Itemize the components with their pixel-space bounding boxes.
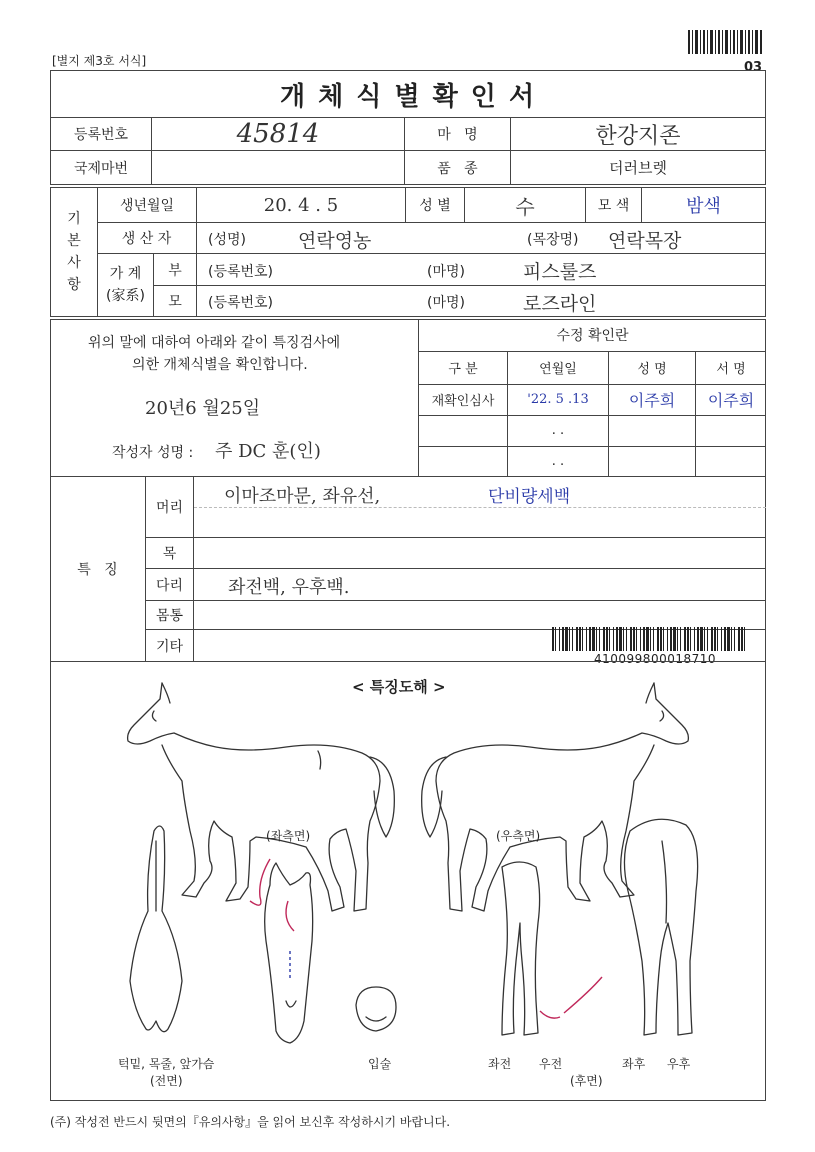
horse-rear-icon bbox=[624, 819, 697, 1035]
revision-type: 재확인심사 bbox=[419, 384, 508, 415]
breed-value: 더러브렛 bbox=[510, 150, 766, 185]
writer-label: 작성자 성명 : bbox=[112, 445, 194, 461]
rear-view-label: (후면) bbox=[570, 1074, 603, 1088]
breeder-name-hint: (성명) bbox=[208, 232, 246, 248]
basic-section-label: 기 본 사 항 bbox=[50, 187, 98, 317]
ranch-value: 연락목장 bbox=[608, 230, 682, 252]
leg-label-right-front: 우전 bbox=[539, 1057, 563, 1071]
reg-no-value: 45814 bbox=[151, 117, 405, 151]
lips-label: 입술 bbox=[368, 1057, 392, 1071]
feature-row bbox=[146, 601, 766, 630]
reg-no-label: 등록번호 bbox=[50, 117, 152, 151]
front-view-sub-label: (전면) bbox=[150, 1074, 183, 1088]
sire-reg-hint: (등록번호) bbox=[208, 264, 274, 280]
revision-sign: 이주희 bbox=[696, 384, 767, 415]
horse-diagram bbox=[50, 661, 766, 1101]
barcode-number: 410099800018710 bbox=[594, 652, 717, 666]
revision-header: 연월일 bbox=[508, 352, 609, 384]
record-barcode bbox=[552, 627, 748, 651]
breed-label: 품 종 bbox=[404, 150, 511, 185]
sire-value: 피스룰즈 bbox=[523, 261, 597, 283]
color-value: 밤색 bbox=[641, 187, 766, 223]
dam-value: 로즈라인 bbox=[523, 293, 597, 315]
dam-row bbox=[196, 285, 766, 317]
feature-value: 이마조마문, 좌유선, bbox=[224, 486, 381, 507]
leg-label-left-rear: 좌후 bbox=[622, 1057, 646, 1071]
revision-table bbox=[419, 352, 766, 476]
feature-label: 머리 bbox=[146, 476, 194, 537]
front-view-label: 턱밑, 목줄, 앞가슴 bbox=[118, 1057, 215, 1071]
horse-front-neck-icon bbox=[130, 826, 182, 1032]
sex-value: 수 bbox=[464, 187, 586, 223]
leg-label-right-rear: 우후 bbox=[667, 1057, 691, 1071]
revision-header: 성 명 bbox=[609, 352, 696, 384]
revision-name: 이주희 bbox=[609, 384, 696, 415]
feature-label: 몸통 bbox=[146, 601, 194, 629]
dam-reg-hint: (등록번호) bbox=[208, 295, 274, 311]
revision-type bbox=[419, 446, 508, 476]
horse-lips-icon bbox=[356, 987, 396, 1031]
revision-header: 구 분 bbox=[419, 352, 508, 384]
sire-label: 부 bbox=[153, 253, 197, 286]
left-side-label: (좌측면) bbox=[266, 829, 311, 843]
features-section-label: 특 징 bbox=[50, 476, 146, 662]
title-text: 개 체 식 별 확 인 서 bbox=[279, 81, 537, 112]
birth-label: 생년월일 bbox=[97, 187, 197, 223]
revision-panel bbox=[418, 319, 766, 477]
revision-date: . . bbox=[508, 415, 609, 446]
breeder-value: 연락영농 bbox=[298, 230, 372, 252]
horse-right-side-icon bbox=[422, 683, 689, 911]
revision-type bbox=[419, 415, 508, 446]
sire-row bbox=[196, 253, 766, 286]
footer-note: (주) 작성전 반드시 뒷면의『유의사항』을 읽어 보신후 작성하시기 바랍니다. bbox=[50, 1115, 451, 1129]
revision-header: 서 명 bbox=[696, 352, 767, 384]
horse-front-legs-icon bbox=[502, 862, 540, 1035]
statement-line2: 의한 개체식별을 확인합니다. bbox=[132, 357, 308, 373]
writer-value: 주 DC 훈(인) bbox=[215, 441, 321, 462]
intl-no-value bbox=[151, 150, 405, 185]
family-label: 가 계 (家系) bbox=[97, 253, 154, 317]
revision-sign bbox=[696, 446, 767, 476]
feature-row bbox=[146, 538, 766, 569]
feature-label: 다리 bbox=[146, 569, 194, 600]
revision-date: . . bbox=[508, 446, 609, 476]
top-barcode bbox=[688, 30, 764, 54]
dam-name-hint: (마명) bbox=[427, 295, 465, 311]
statement-line1: 위의 말에 대하여 아래와 같이 특징검사에 bbox=[88, 335, 341, 351]
intl-no-label: 국제마번 bbox=[50, 150, 152, 185]
revision-name bbox=[609, 446, 696, 476]
leg-label-left-front: 좌전 bbox=[488, 1057, 512, 1071]
confirm-date: 20년6 월25일 bbox=[145, 398, 261, 419]
page-number: 03 bbox=[744, 60, 763, 75]
sire-name-hint: (마명) bbox=[427, 264, 465, 280]
diagram-title: < 특징도해 > bbox=[352, 678, 446, 696]
feature-row bbox=[146, 569, 766, 601]
feature-value: 좌전백, 우후백. bbox=[228, 577, 350, 598]
dam-label: 모 bbox=[153, 285, 197, 317]
right-side-label: (우측면) bbox=[496, 829, 541, 843]
form-label: [별지 제3호 서식] bbox=[52, 54, 147, 68]
feature-label: 목 bbox=[146, 538, 194, 568]
horse-name-value: 한강지존 bbox=[510, 117, 766, 151]
document-title bbox=[50, 70, 766, 118]
color-label: 모 색 bbox=[585, 187, 642, 223]
sex-label: 성 별 bbox=[405, 187, 465, 223]
ranch-name-hint: (목장명) bbox=[527, 232, 579, 248]
revision-date: '22. 5 .13 bbox=[508, 384, 609, 415]
horse-name-label: 마 명 bbox=[404, 117, 511, 151]
feature-label: 기타 bbox=[146, 630, 194, 662]
feature-row bbox=[146, 476, 766, 538]
horse-head-front-icon bbox=[265, 863, 313, 1043]
revision-sign bbox=[696, 415, 767, 446]
feature-value-extra: 단비량세백 bbox=[488, 487, 571, 507]
revision-name bbox=[609, 415, 696, 446]
horse-left-side-icon bbox=[128, 683, 395, 911]
birth-value: 20. 4 . 5 bbox=[196, 187, 406, 223]
revision-title: 수정 확인란 bbox=[419, 319, 766, 352]
breeder-label: 생 산 자 bbox=[97, 222, 197, 254]
